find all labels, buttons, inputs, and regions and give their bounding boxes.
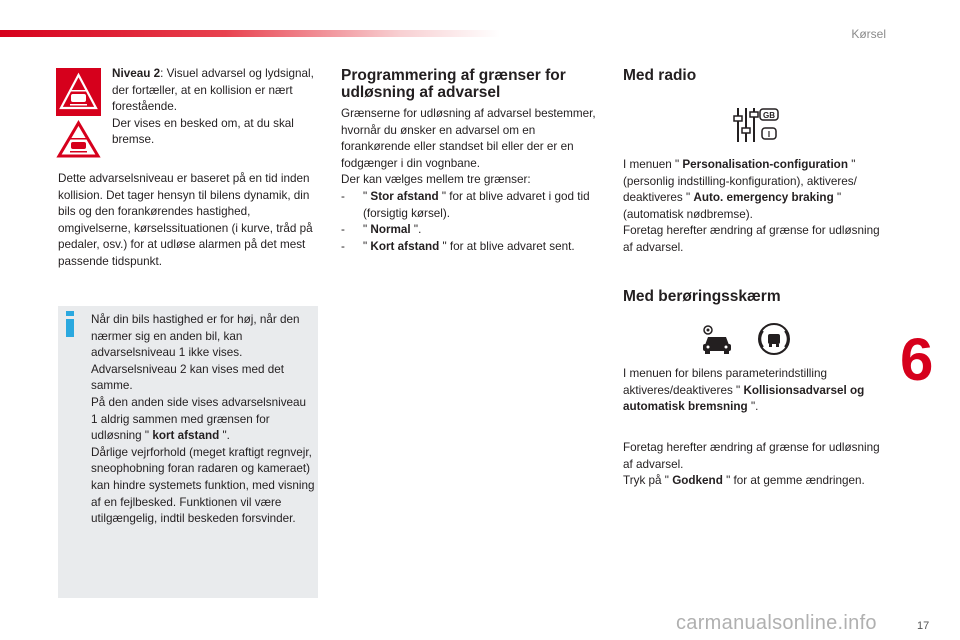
touch-p3-start: Tryk på " xyxy=(623,474,673,488)
touch-text-c: ". xyxy=(747,400,759,414)
collision-alert-icon xyxy=(756,322,792,356)
item-bold: Kort afstand xyxy=(370,239,440,253)
touch-menu-name: Kollisionsadvarsel og automatisk bremsning xyxy=(623,383,865,414)
programming-paragraph-1: Grænserne for udløsning af advarsel bestemmer, hvornår du ønsker en advarsel om en forankørende eller standset bil eller der er en fodgænger i din vognbane. xyxy=(341,107,596,170)
threshold-list xyxy=(341,189,603,255)
threshold-item xyxy=(341,239,603,256)
info-icon xyxy=(65,311,75,337)
watermark: carmanualsonline.info xyxy=(676,612,877,634)
item-pre: " xyxy=(363,189,371,203)
info-p2-end: ". xyxy=(219,429,230,443)
radio-text-e: " (automatisk nødbremse). xyxy=(623,191,842,221)
info-p2-bold: kort afstand xyxy=(152,429,220,443)
programming-paragraph-2: Der kan vælges mellem tre grænser: xyxy=(341,173,531,187)
info-paragraph-1: Når din bils hastighed er for høj, når den nærmer sig en anden bil, kan advarselsniveau 1 ikke vises. Advarselsniveau 2 kan vises med det samme. xyxy=(91,313,300,393)
touch-confirm-label: Godkend xyxy=(672,474,723,488)
radio-function-name: Auto. emergency braking xyxy=(693,191,834,205)
info-paragraph-2 xyxy=(91,396,306,442)
intro-paragraph: Dette advarselsniveau er baseret på en tid inden kollision. Det tager hensyn til bilens dynamik, din bils og den forankørendes hastighed, omgivelserne, kørselssituationen (i kurve, tråd på pedaler, osv.) for at udløse alarmen på det mest passende tidspunkt. xyxy=(58,172,313,268)
info-box xyxy=(58,306,318,598)
touch-p3-end: " for at gemme ændringen. xyxy=(722,474,865,488)
gb-label: GB xyxy=(763,111,775,120)
threshold-item xyxy=(341,189,603,222)
threshold-item xyxy=(341,222,603,239)
radio-paragraph-2: Foretag herefter ændring af grænse for udløsning af advarsel. xyxy=(623,224,880,254)
item-bold: Stor afstand xyxy=(370,189,439,203)
settings-sliders-icon xyxy=(732,106,780,144)
programming-title: Programmering af grænser for udløsning af advarsel xyxy=(341,67,566,101)
level-2-label: Niveau 2 xyxy=(112,67,161,80)
i-label: I xyxy=(767,130,771,139)
touchscreen-body xyxy=(623,366,885,416)
touch-paragraph-2: Foretag herefter ændring af grænse for udløsning af advarsel. xyxy=(623,441,880,471)
chapter-number: 6 xyxy=(900,326,934,393)
page-number: 17 xyxy=(917,620,930,632)
level-2-line1: : Visuel advarsel og lydsignal, der fortæller, at en kollision er nært forestående. xyxy=(112,67,314,114)
level-2-line2: Der vises en besked om, at du skal bremse. xyxy=(112,116,294,147)
programming-body xyxy=(341,106,603,255)
header-accent-bar xyxy=(0,30,500,37)
level-2-description xyxy=(112,66,322,149)
item-bold: Normal xyxy=(370,223,411,237)
radio-menu-name: Personalisation-configuration xyxy=(682,158,848,171)
touch-text-a: I menuen for bilens parameterindstilling aktiveres/deaktiveres " xyxy=(623,367,827,397)
item-post: " for at blive advaret sent. xyxy=(439,239,575,253)
info-paragraph-3: Dårlige vejrforhold (meget kraftigt regnvejr, sneophobning foran radaren og kameraet) kan hindre systemets funktion, med visning af en fejlbesked. Funktionen vil være utilgængelig, indtil beskeden forsvinder. xyxy=(91,445,315,526)
warning-triangle-filled-icon xyxy=(56,68,101,116)
item-pre: " xyxy=(363,239,371,253)
car-settings-icon xyxy=(700,323,734,355)
touchscreen-body-2 xyxy=(623,440,885,490)
info-text xyxy=(91,312,315,528)
radio-title: Med radio xyxy=(623,67,697,84)
info-p2-start: På den anden side vises advarselsniveau 1 aldrig sammen med grænsen for udløsning " xyxy=(91,395,307,443)
item-pre: " xyxy=(363,223,371,237)
section-title: Kørsel xyxy=(851,27,886,41)
touchscreen-title: Med berøringsskærm xyxy=(623,288,781,305)
item-post: ". xyxy=(410,223,422,237)
radio-text-c: " (personlig indstilling-konfiguration), aktiveres/ deaktiveres " xyxy=(623,158,857,205)
radio-text-a: I menuen " xyxy=(623,158,683,171)
item-post: " for at blive advaret i god tid (forsigtig kørsel). xyxy=(363,189,590,220)
radio-body xyxy=(623,157,885,257)
warning-triangle-outline-icon xyxy=(56,120,101,158)
